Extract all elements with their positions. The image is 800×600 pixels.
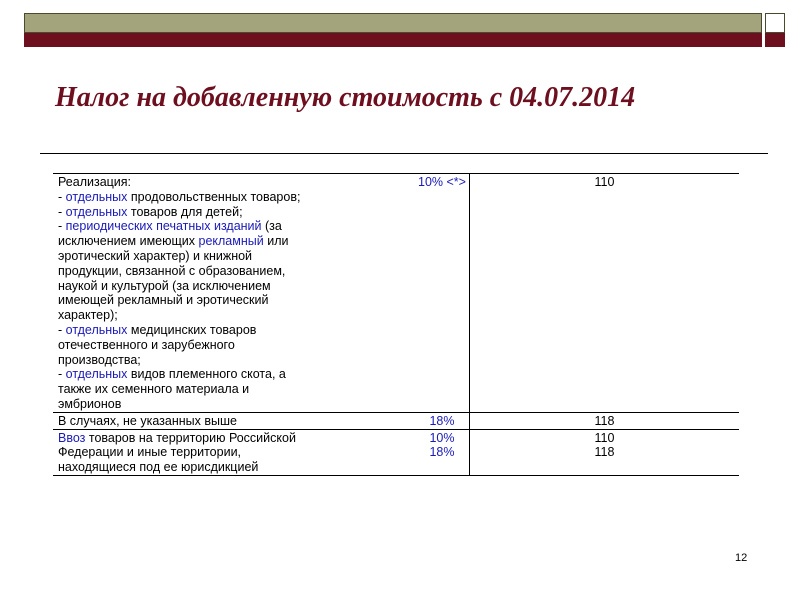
rate-link[interactable]: 18% <box>429 413 455 428</box>
legal-link[interactable]: рекламный <box>198 234 264 249</box>
vat-table <box>53 173 739 476</box>
calc-rate-value: 118 <box>594 413 615 428</box>
rate-cell <box>415 412 470 429</box>
description-cell <box>53 429 415 475</box>
text-line: - периодических печатных изданий (за <box>58 219 282 234</box>
text-line: - отдельных товаров для детей; <box>58 204 243 219</box>
text-line: отечественного и зарубежного <box>58 337 235 352</box>
corner-box <box>765 13 785 33</box>
table-row <box>53 412 739 429</box>
table-row <box>53 429 739 475</box>
text-line: наукой и культурой (за исключением <box>58 278 271 293</box>
text-line: Ввоз товаров на территорию Российской <box>58 430 296 445</box>
text-line: продукции, связанной с образованием, <box>58 263 286 278</box>
text-line: находящиеся под ее юрисдикцией <box>58 460 259 475</box>
text-line: эмбрионов <box>58 396 122 411</box>
text-line: Реализация: <box>58 175 132 189</box>
calc-rate-value: 118 <box>594 445 615 460</box>
text-line: В случаях, не указанных выше <box>58 413 237 428</box>
description-cell <box>53 174 415 413</box>
legal-link[interactable]: периодических печатных изданий <box>65 219 262 234</box>
header-accent-bar <box>24 33 762 47</box>
text-line: - отдельных медицинских товаров <box>58 322 257 337</box>
slide-title: Налог на добавленную стоимость с 04.07.2014 <box>55 82 636 113</box>
text-line: Федерации и иные территории, <box>58 445 242 460</box>
text-line: имеющей рекламный и эротический <box>58 293 269 308</box>
calc-rate-value: 110 <box>594 175 615 189</box>
description-cell <box>53 412 415 429</box>
text-line: - отдельных видов племенного скота, а <box>58 367 286 382</box>
rate-link[interactable]: 10% <*> <box>418 175 466 189</box>
text-line: исключением имеющих рекламный или <box>58 234 289 249</box>
calc-rate-cell <box>470 174 740 413</box>
rate-cell <box>415 429 470 475</box>
rate-link[interactable]: 10% <box>429 430 455 445</box>
table-row <box>53 174 739 413</box>
title-divider <box>40 153 768 154</box>
text-line: характер); <box>58 308 118 323</box>
legal-link[interactable]: Ввоз <box>58 430 86 445</box>
calc-rate-cell <box>470 429 740 475</box>
header-bar <box>24 13 762 33</box>
legal-link[interactable]: отдельных <box>65 189 128 204</box>
page-number: 12 <box>735 552 748 564</box>
calc-rate-cell <box>470 412 740 429</box>
legal-link[interactable]: отдельных <box>65 322 128 337</box>
text-line: также их семенного материала и <box>58 382 250 397</box>
rate-link[interactable]: 18% <box>429 445 455 460</box>
legal-link[interactable]: отдельных <box>65 204 128 219</box>
legal-link[interactable]: отдельных <box>65 367 128 382</box>
text-line: - отдельных продовольственных товаров; <box>58 189 301 204</box>
corner-accent <box>765 33 785 47</box>
text-line: производства; <box>58 352 141 367</box>
text-line: эротический характер) и книжной <box>58 248 253 263</box>
calc-rate-value: 110 <box>594 430 615 445</box>
rate-cell <box>415 174 470 413</box>
